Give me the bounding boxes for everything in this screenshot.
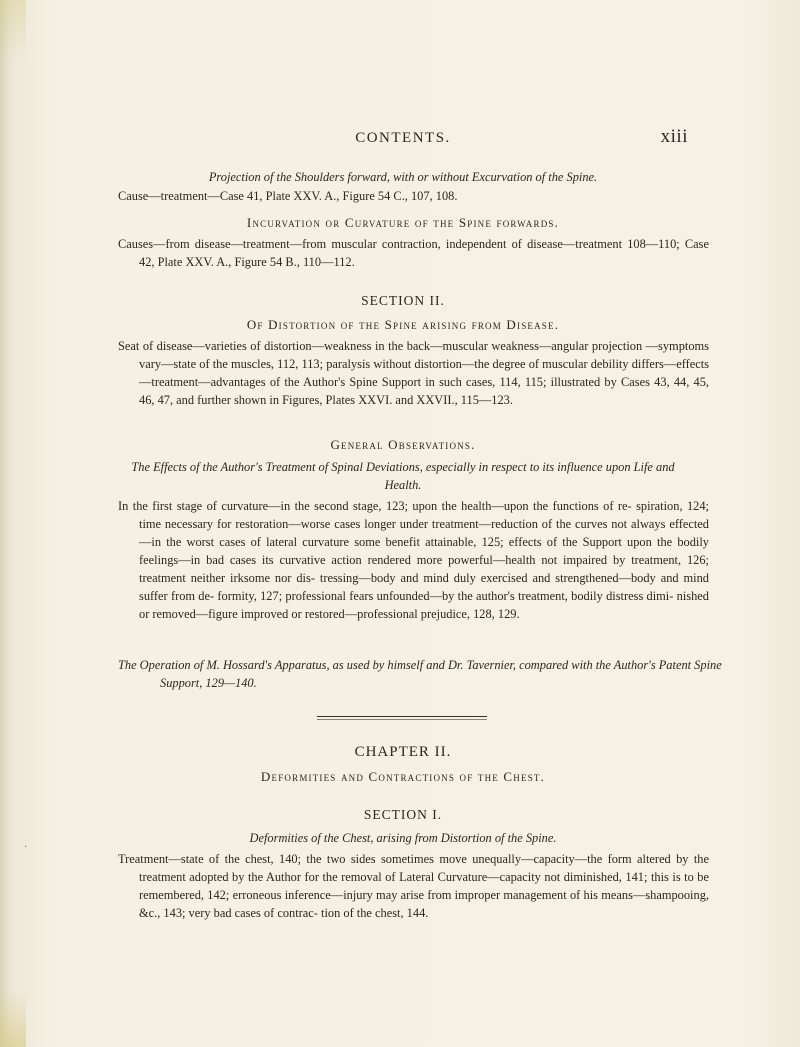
operation-title: The Operation of M. Hossard's Apparatus, as used by himself and Dr. Tavernier, compared with the Author's Patent Spine Support, 129—140. [118,658,722,690]
projection-title: Projection of the Shoulders forward, with or without Excurvation of the Spine. [208,170,598,184]
effects-text: In the first stage of curvature—in the second stage, 123; upon the health—upon the functions of re- spiration, 124; time necessary for restoration—worse cases longer under treatment—reduction of the curves not always effected—in the worst cases of lateral curvature some benefit attainable, 125; effects of the Support upon the bodily feelings—in bad cases its curvative action rendered more powerful—health not impaired by treatment, 126; treatment neither irksome nor dis- tressing—body and mind duly exercised and strengthened—body and mind suffer from de- formity, 127; professional fears unfounded—by the author's treatment, bodily distress dimi- nished or removed—figure improved or restored—professional prejudice, 128, 129. [118,499,709,621]
chapter-heading: Deformities and Contractions of the Chest. [260,769,546,784]
margin-mark: · [24,842,28,853]
running-title: CONTENTS. [355,130,451,146]
section-2-text: Seat of disease—varieties of distortion—weakness in the back—muscular weakness—angular projection —symptoms vary—state of the muscles, 112, 113; paralysis without distortion—the degree of muscular debility differs—effects—treatment—advantages of the Author's Spine Support in such cases, 114, 115; illustrated by Cases 43, 44, 45, 46, 47, and further shown in Figures, Plates XXVI. and XXVII., 115—123. [118,339,709,407]
page-header [118,126,688,152]
effects-title: The Effects of the Author's Treatment of Spinal Deviations, especially in respect to its influence upon Life and Health. [131,460,675,492]
general-observations-heading: General Observations. [330,437,476,452]
page-stain-bottom [0,990,26,1047]
projection-text: Cause—treatment—Case 41, Plate XXV. A., Figure 54 C., 107, 108. [118,189,458,203]
incurvation-text: Causes—from disease—treatment—from muscular contraction, independent of disease—treatment 108—110; Case 42, Plate XXV. A., Figure 54 B., 110—112. [118,237,709,269]
divider-rule [317,716,487,720]
page-stain-top [0,0,26,60]
chapter-section-label: SECTION I. [363,807,443,822]
binding-edge [0,0,10,1047]
section-2-label: SECTION II. [361,293,445,308]
page-number: xiii [660,126,688,147]
chapter-section-title: Deformities of the Chest, arising from Distortion of the Spine. [249,831,557,845]
section-2-heading: Of Distortion of the Spine arising from Disease. [246,317,560,332]
chapter-section-text: Treatment—state of the chest, 140; the two sides sometimes move unequally—capacity—the form altered by the treatment adopted by the Author for the removal of Lateral Curvature—capacity not diminished, 141; this is to be remembered, 142; erroneous inference—injury may arise from improper management of his means—shampooing, &c., 143; very bad cases of contrac- tion of the chest, 144. [118,852,709,920]
chapter-label: CHAPTER II. [354,744,452,760]
incurvation-heading: Incurvation or Curvature of the Spine forwards. [246,215,560,230]
